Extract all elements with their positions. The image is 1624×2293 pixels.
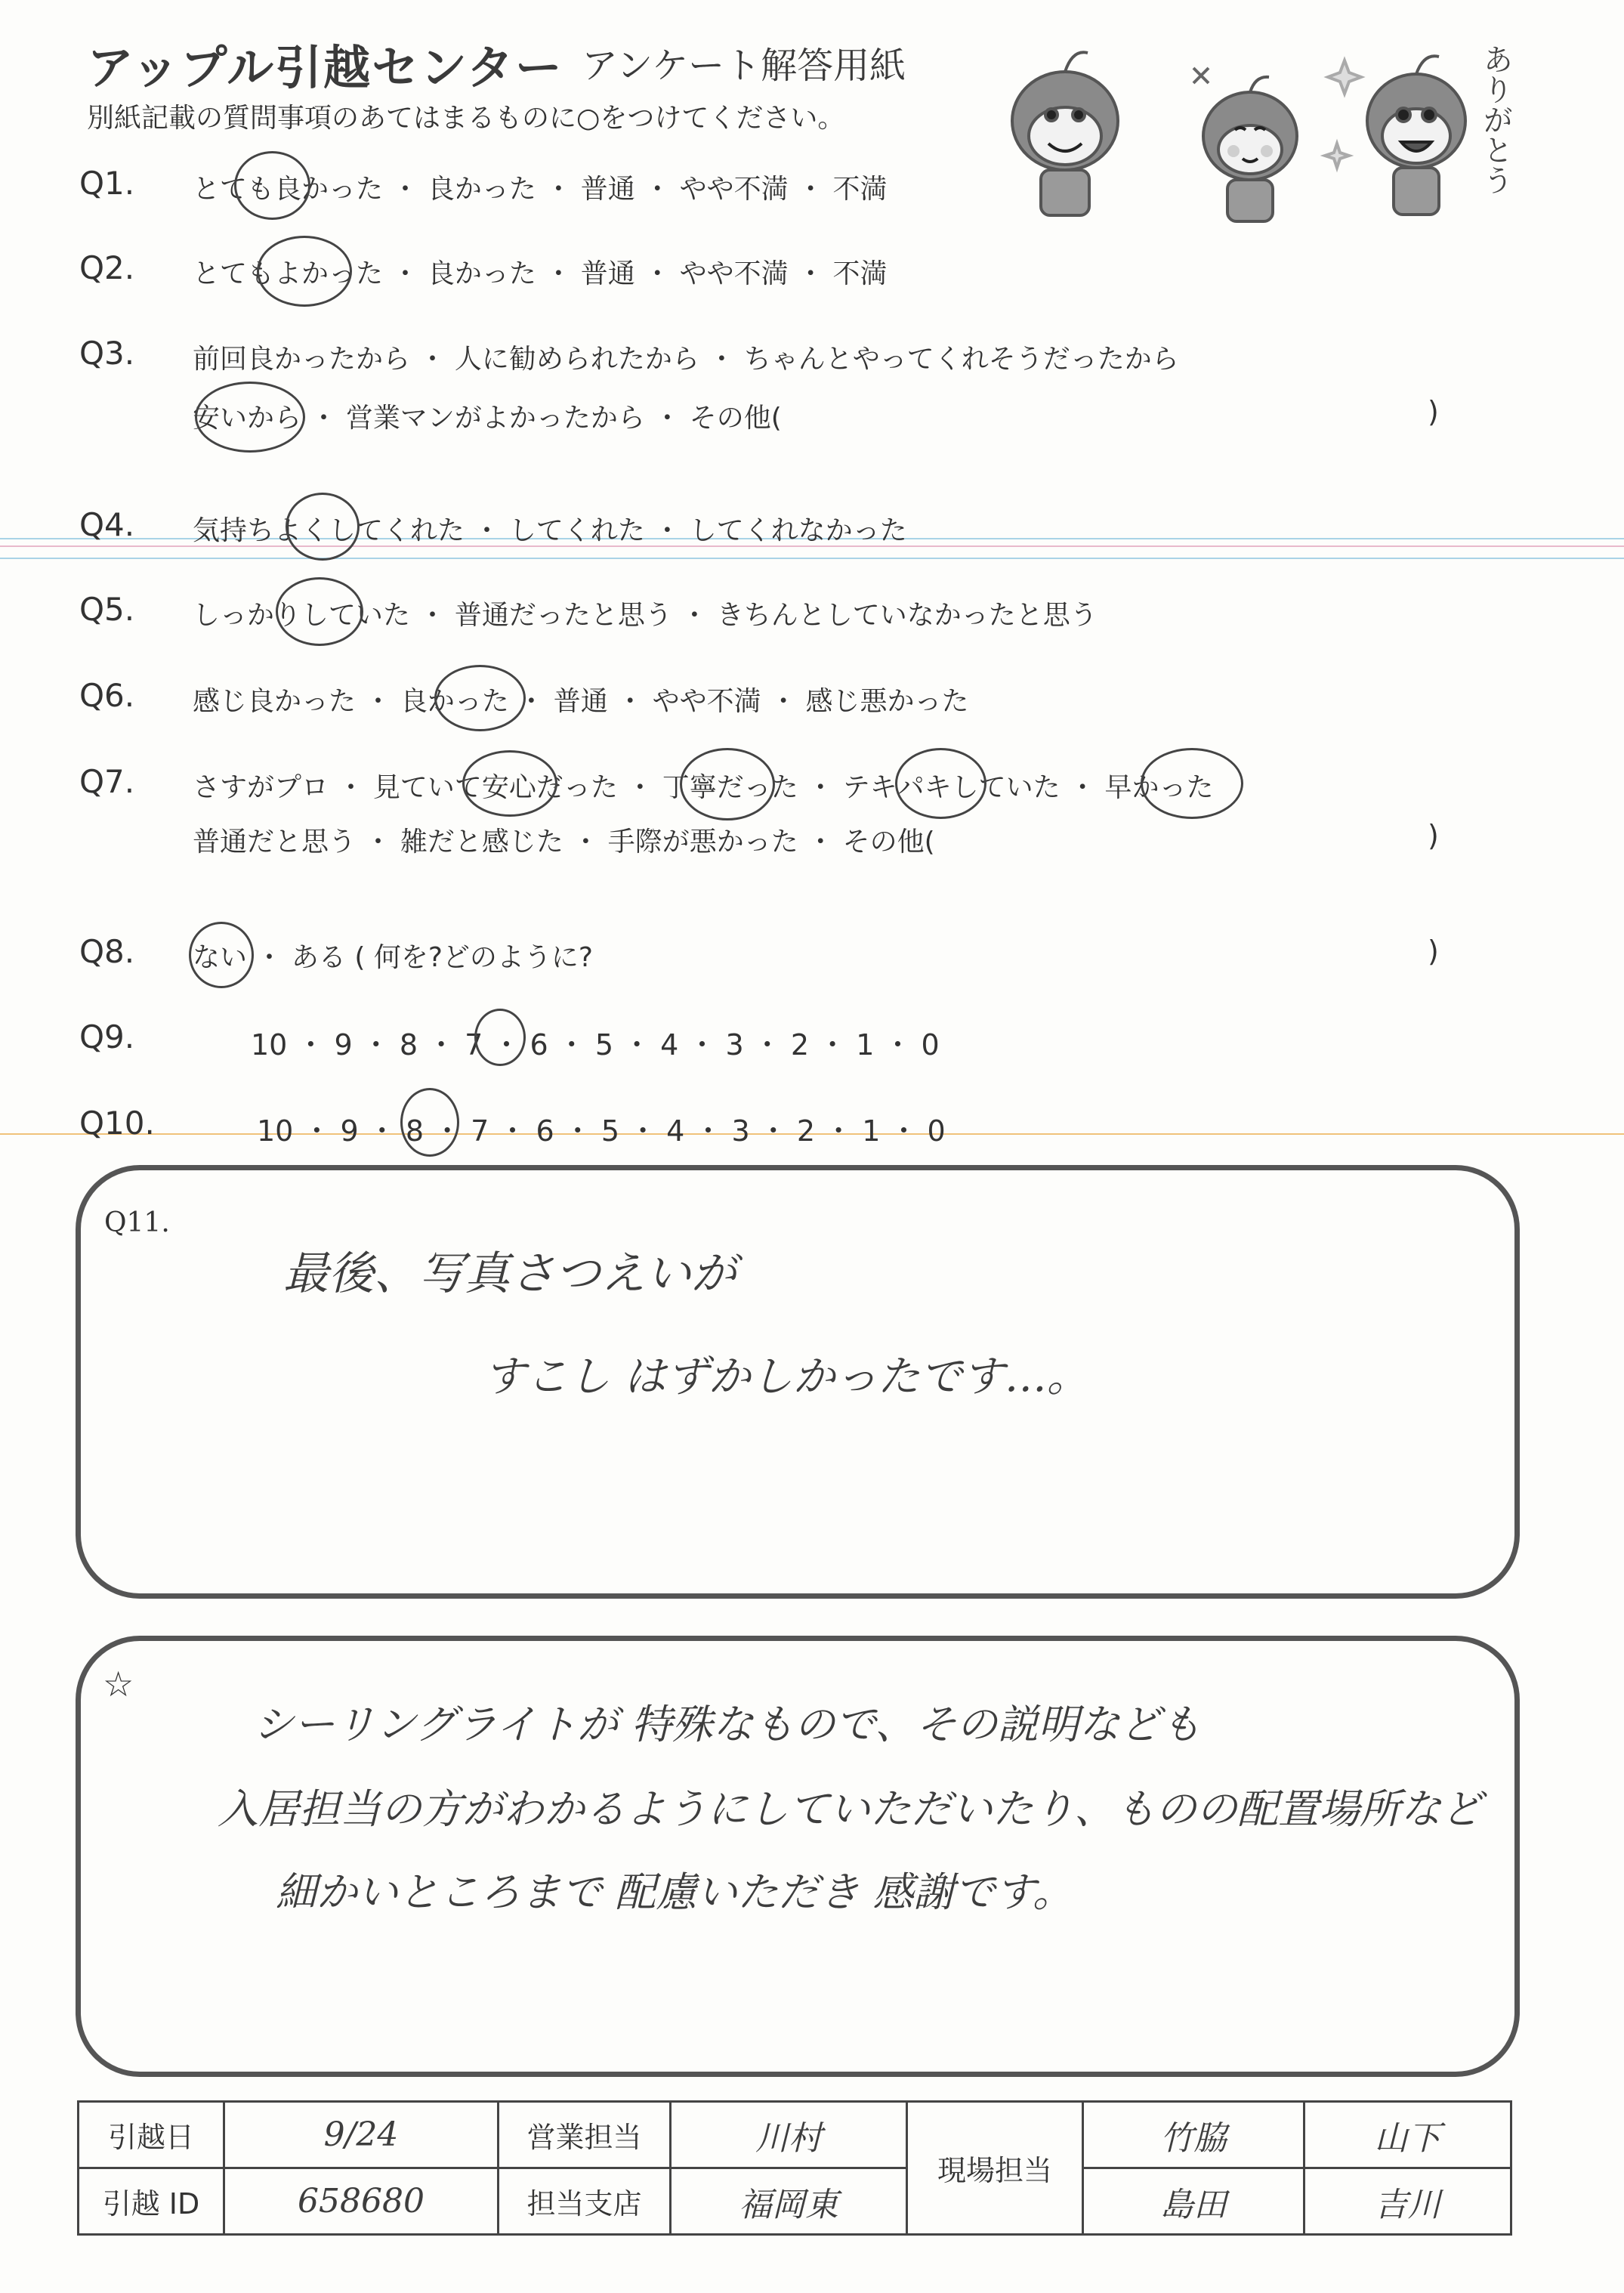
star-icon: ☆	[103, 1664, 134, 1704]
thanks-text: ありがとう	[1478, 44, 1513, 195]
move-info-table	[77, 2100, 1512, 2236]
site-staff-3: 島田	[1083, 2168, 1304, 2235]
q9-scale: 10 ・ 9 ・ 8 ・ 7 ・ 6 ・ 5 ・ 4 ・ 3 ・ 2 ・ 1 ・ 0	[251, 1028, 940, 1062]
q2-label: Q2.	[79, 249, 135, 286]
monkey-icon	[1325, 56, 1465, 215]
answer-circle	[195, 382, 305, 453]
q7-label: Q7.	[79, 763, 135, 800]
q3-label: Q3.	[79, 335, 135, 372]
q1-label: Q1.	[79, 165, 135, 202]
q7-options-line1: さすがプロ ・ 見ていて安心だった ・ 丁寧だった ・ テキパキしていた ・ 早かった	[193, 772, 1214, 803]
answer-circle	[895, 748, 986, 819]
q2-options: とてもよかった ・ 良かった ・ 普通 ・ やや不満 ・ 不満	[193, 258, 888, 289]
form-title: アップル引越センター	[87, 40, 563, 95]
q10-scale: 10 ・ 9 ・ 8 ・ 7 ・ 6 ・ 5 ・ 4 ・ 3 ・ 2 ・ 1 ・ 0	[257, 1114, 946, 1148]
branch-label: 担当支店	[499, 2168, 671, 2235]
site-staff-4: 吉川	[1304, 2168, 1511, 2235]
answer-circle	[434, 665, 526, 731]
q4-label: Q4.	[79, 506, 135, 543]
site-staff-2: 山下	[1304, 2102, 1511, 2168]
form-subtitle: アンケート解答用紙	[582, 45, 906, 87]
monkey-icon	[1193, 68, 1297, 221]
comment-line1: シーリングライトが 特殊なもので、その説明なども	[253, 1701, 1202, 1748]
site-staff-label: 現場担当	[907, 2102, 1083, 2235]
q11-answer-line1: 最後、写真さつえいが	[283, 1247, 736, 1300]
move-id-label: 引越 ID	[79, 2168, 224, 2235]
move-id-value: 658680	[224, 2168, 499, 2235]
q11-answer-line2: すこし はずかしかったです…。	[483, 1352, 1089, 1401]
q6-options: 感じ良かった ・ 良かった ・ 普通 ・ やや不満 ・ 感じ悪かった	[193, 686, 969, 717]
q7-options-line2: 普通だと思う ・ 雑だと感じた ・ 手際が悪かった ・ その他(	[193, 827, 935, 858]
form-instruction: 別紙記載の質問事項のあてはまるものに○をつけてください。	[87, 103, 845, 134]
q10-label: Q10.	[79, 1105, 155, 1142]
answer-circle	[276, 577, 363, 646]
move-date-value: 9/24	[224, 2102, 499, 2168]
branch-value: 福岡東	[671, 2168, 907, 2235]
q6-label: Q6.	[79, 677, 135, 714]
answer-circle	[286, 493, 360, 561]
answer-circle	[257, 236, 352, 307]
q8-label: Q8.	[79, 933, 135, 970]
monkey-icon	[1012, 52, 1118, 215]
q5-options: しっかりしていた ・ 普通だったと思う ・ きちんとしていなかったと思う	[193, 600, 1098, 631]
q3-options-line1: 前回良かったから ・ 人に勧められたから ・ ちゃんとやってくれそうだったから	[193, 344, 1179, 375]
answer-circle	[189, 922, 254, 988]
q11-label: Q11.	[104, 1207, 170, 1238]
answer-circle	[234, 151, 310, 220]
q1-options: とても良かった ・ 良かった ・ 普通 ・ やや不満 ・ 不満	[193, 174, 888, 205]
q5-label: Q5.	[79, 591, 135, 628]
answer-circle	[400, 1088, 459, 1157]
sales-staff-label: 営業担当	[499, 2102, 671, 2168]
answer-circle	[680, 748, 775, 820]
q3-options-line2: 安いから ・ 営業マンがよかったから ・ その他(	[193, 403, 782, 434]
answer-circle	[462, 750, 557, 817]
answer-circle	[1141, 748, 1243, 819]
q7-close-paren: )	[1428, 819, 1439, 852]
mascot-monkeys-illustration	[982, 30, 1526, 234]
answer-circle	[474, 1009, 526, 1066]
q3-close-paren: )	[1428, 395, 1439, 428]
q8-close-paren: )	[1428, 935, 1439, 968]
sales-staff-value: 川村	[671, 2102, 907, 2168]
site-staff-1: 竹脇	[1083, 2102, 1304, 2168]
comment-line2: 入居担当の方がわかるようにしていただいたり、ものの配置場所など	[218, 1785, 1482, 1833]
q9-label: Q9.	[79, 1018, 135, 1055]
move-date-label: 引越日	[79, 2102, 224, 2168]
scan-line-blue	[0, 558, 1624, 559]
comment-line3: 細かいところまで 配慮いただき 感謝です。	[276, 1868, 1074, 1916]
q8-options: ない ・ ある ( 何を?どのように?	[193, 942, 594, 973]
q4-options: 気持ちよくしてくれた ・ してくれた ・ してくれなかった	[193, 515, 907, 546]
